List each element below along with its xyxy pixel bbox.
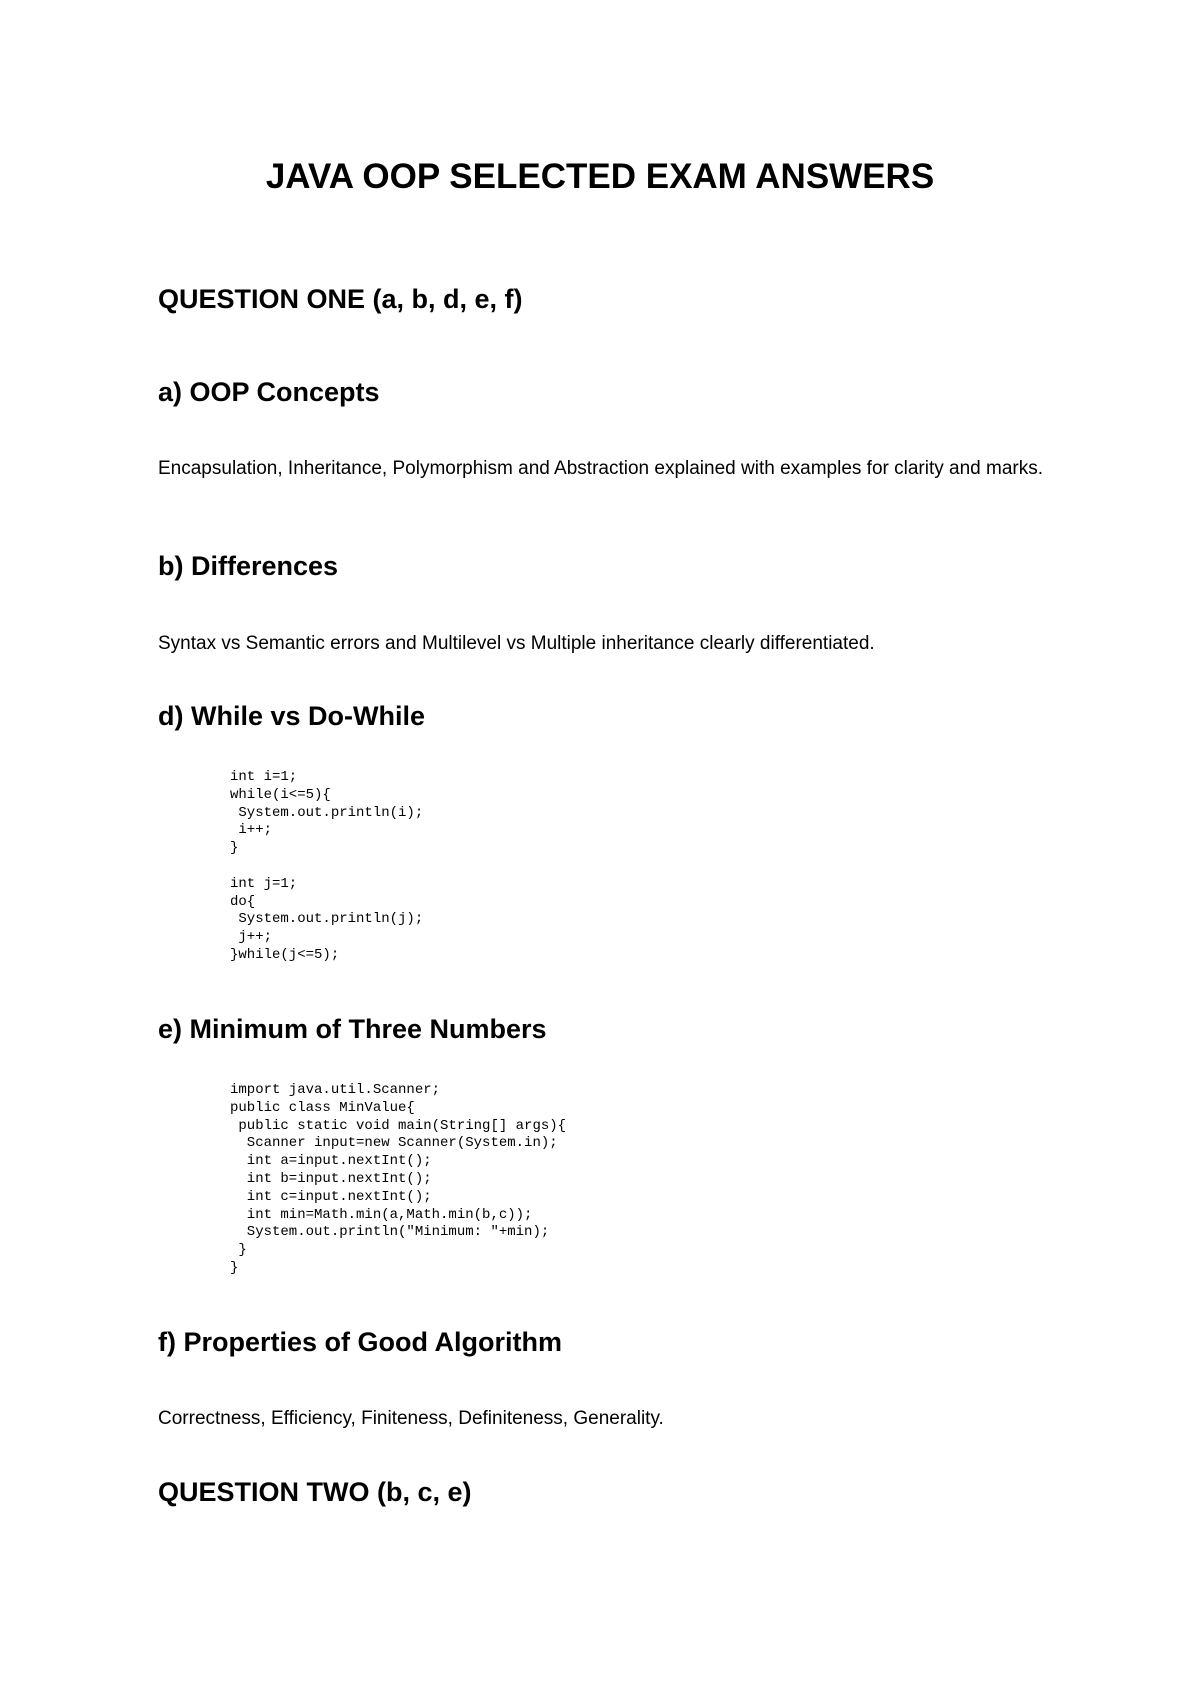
section-e-heading: e) Minimum of Three Numbers [158,1014,547,1044]
section-a-text: Encapsulation, Inheritance, Polymorphism and Abstraction explained with examples for clarity and marks. [158,458,1043,479]
section-e-code-block: import java.util.Scanner; public class MinValue{ public static void main(String[] args){ Scanner input=new Scanner(System.in); int a=input.nextInt(); int b=input.nextInt(); int c=input.nextInt(); int min=Math.min(a,Math.min(b,c)); System.out.println("Minimum: "+min); } } [230,1082,567,1276]
document-title: JAVA OOP SELECTED EXAM ANSWERS [265,157,935,196]
section-f-heading: f) Properties of Good Algorithm [158,1327,562,1357]
section-a-heading: a) OOP Concepts [158,377,380,407]
section-d-code-block: int i=1; while(i<=5){ System.out.println(i); i++; } int j=1; do{ System.out.println(j); j++; }while(j<=5); [230,769,424,963]
section-b-text: Syntax vs Semantic errors and Multilevel vs Multiple inheritance clearly differentiated. [158,633,875,654]
question-two-heading: QUESTION TWO (b, c, e) [158,1477,472,1507]
section-d-heading: d) While vs Do-While [158,701,425,731]
section-b-heading: b) Differences [158,551,339,581]
question-one-heading: QUESTION ONE (a, b, d, e, f) [158,284,523,314]
section-f-text: Correctness, Efficiency, Finiteness, Definiteness, Generality. [158,1408,664,1429]
